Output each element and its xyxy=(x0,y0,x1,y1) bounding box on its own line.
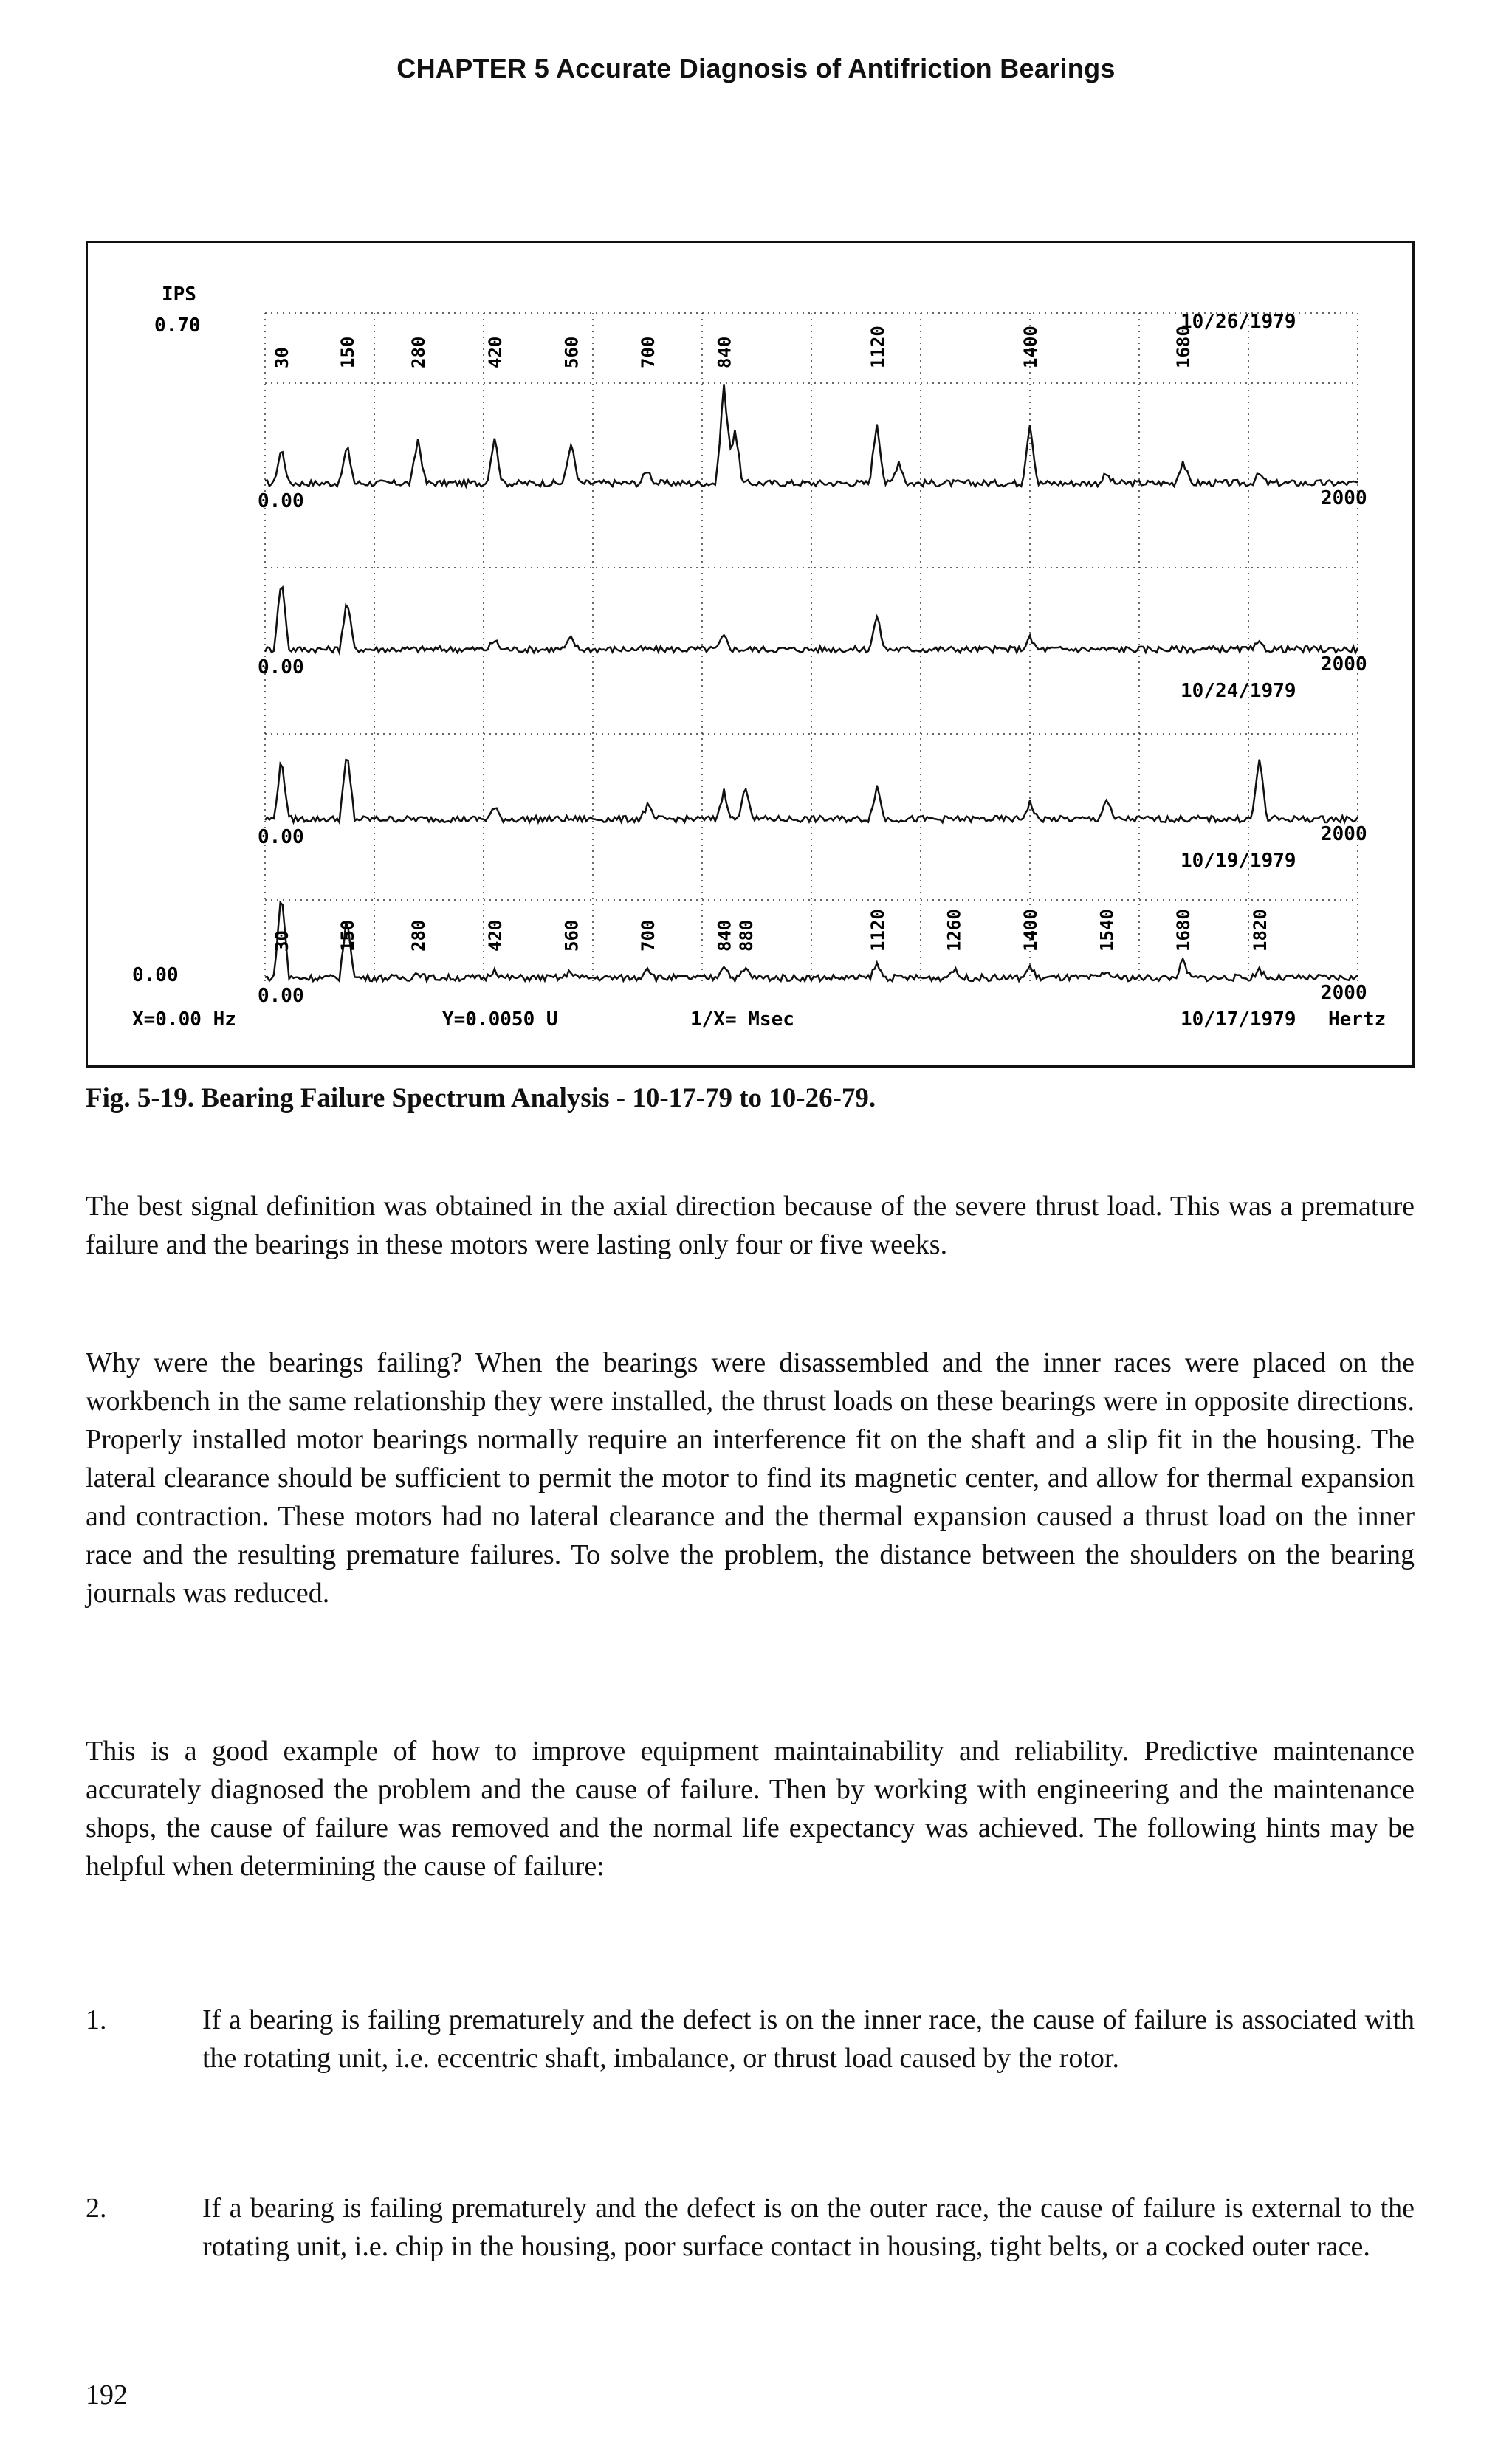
trace-date-label: 10/26/1979 xyxy=(1181,311,1296,333)
harmonic-marker-label: 1400 xyxy=(1020,909,1041,952)
harmonic-marker-label: 1260 xyxy=(944,909,965,952)
waterfall-spectrum-chart xyxy=(88,243,1412,1065)
y-top-label: 0.70 xyxy=(154,314,201,337)
list-item-text: If a bearing is failing prematurely and the defect is on the outer race, the cause of failure is external to the rotating unit, i.e. chip in the housing, poor surface contact in housing, tight belts, or a cocked outer race. xyxy=(202,2193,1415,2262)
page-number: 192 xyxy=(86,2379,128,2410)
harmonic-marker-label: 420 xyxy=(484,336,506,368)
harmonic-marker-label: 1120 xyxy=(867,326,888,368)
harmonic-marker-label: 150 xyxy=(337,336,358,368)
paragraph: This is a good example of how to improve equipment maintainability and reliability. Predictive maintenance accurately diagnosed the problem and the cause of failure. Then by working with engineering and the maintenance shops, the cause of failure was removed and the normal life expectancy was achieved. The following hints may be helpful when determining the cause of failure: xyxy=(86,1736,1415,1882)
x-readout: X=0.00 Hz xyxy=(132,1008,236,1031)
spectrum-figure xyxy=(86,241,1415,1068)
harmonic-marker-label: 1680 xyxy=(1173,326,1195,368)
harmonic-marker-label: 880 xyxy=(736,919,757,952)
harmonic-marker-label: 30 xyxy=(272,347,293,368)
harmonic-marker-label: 1680 xyxy=(1173,909,1195,952)
harmonic-marker-label: 560 xyxy=(561,336,583,368)
harmonic-marker-label: 1820 xyxy=(1249,909,1271,952)
inverse-x-readout: 1/X= Msec xyxy=(690,1008,794,1031)
running-head: CHAPTER 5 Accurate Diagnosis of Antifriction Bearings xyxy=(396,53,1116,83)
harmonic-marker-label: 420 xyxy=(484,919,506,952)
harmonic-marker-label: 280 xyxy=(408,336,430,368)
trace-end-label: 2000 xyxy=(1321,653,1367,676)
trace-end-label: 2000 xyxy=(1321,982,1367,1004)
harmonic-marker-label: 150 xyxy=(337,919,358,952)
list-item-text: If a bearing is failing prematurely and the defect is on the inner race, the cause of failure is associated with the rotating unit, i.e. eccentric shaft, imbalance, or thrust load caused by the rotor. xyxy=(202,2004,1415,2074)
plot-grid xyxy=(265,313,1358,981)
harmonic-marker-label: 1120 xyxy=(867,909,888,952)
harmonic-marker-label: 30 xyxy=(272,930,293,952)
trace-start-label: 0.00 xyxy=(258,490,304,512)
trace-end-label: 2000 xyxy=(1321,823,1367,845)
plot-labels xyxy=(132,283,1386,1031)
x-unit-label: Hertz xyxy=(1328,1008,1386,1031)
list-item-number: 1. xyxy=(86,2004,107,2035)
figure-caption: Fig. 5-19. Bearing Failure Spectrum Analysis - 10-17-79 to 10-26-79. xyxy=(86,1083,876,1113)
trace-end-label: 2000 xyxy=(1321,487,1367,509)
harmonic-marker-label: 840 xyxy=(714,336,735,368)
trace-date-label: 10/19/1979 xyxy=(1181,850,1296,872)
y-readout: Y=0.0050 U xyxy=(442,1008,558,1031)
harmonic-marker-label: 280 xyxy=(408,919,430,952)
spectrum-trace xyxy=(265,384,1358,487)
y-unit-label: IPS xyxy=(162,283,196,306)
trace-date-label: 10/24/1979 xyxy=(1181,680,1296,702)
harmonic-marker-label: 700 xyxy=(638,336,659,368)
harmonic-marker-label: 560 xyxy=(561,919,583,952)
trace-start-label: 0.00 xyxy=(258,826,304,848)
trace-start-label: 0.00 xyxy=(258,656,304,678)
harmonic-marker-label: 840 xyxy=(714,919,735,952)
y-bottom-label: 0.00 xyxy=(132,964,179,986)
trace-start-label: 0.00 xyxy=(258,985,304,1007)
list-item-number: 2. xyxy=(86,2193,107,2224)
paragraph: The best signal definition was obtained in the axial direction because of the severe thrust load. This was a premature failure and the bearings in these motors were lasting only four or five weeks. xyxy=(86,1191,1415,1260)
harmonic-marker-label: 1540 xyxy=(1096,909,1118,952)
harmonic-marker-label: 1400 xyxy=(1020,326,1041,368)
trace-date-label: 10/17/1979 xyxy=(1181,1008,1296,1031)
paragraph: Why were the bearings failing? When the bearings were disassembled and the inner races were placed on the workbench in the same relationship they were installed, the thrust loads on these bearings were in opposite directions. Properly installed motor bearings normally require an interference fit on the shaft and a slip fit in the housing. The lateral clearance should be sufficient to permit the motor to find its magnetic center, and allow for thermal expansion and contraction. These motors had no lateral clearance and the thermal expansion caused a thrust load on the inner race and the resulting premature failures. To solve the problem, the distance between the shoulders on the bearing journals was reduced. xyxy=(86,1347,1415,1609)
harmonic-marker-label: 700 xyxy=(638,919,659,952)
